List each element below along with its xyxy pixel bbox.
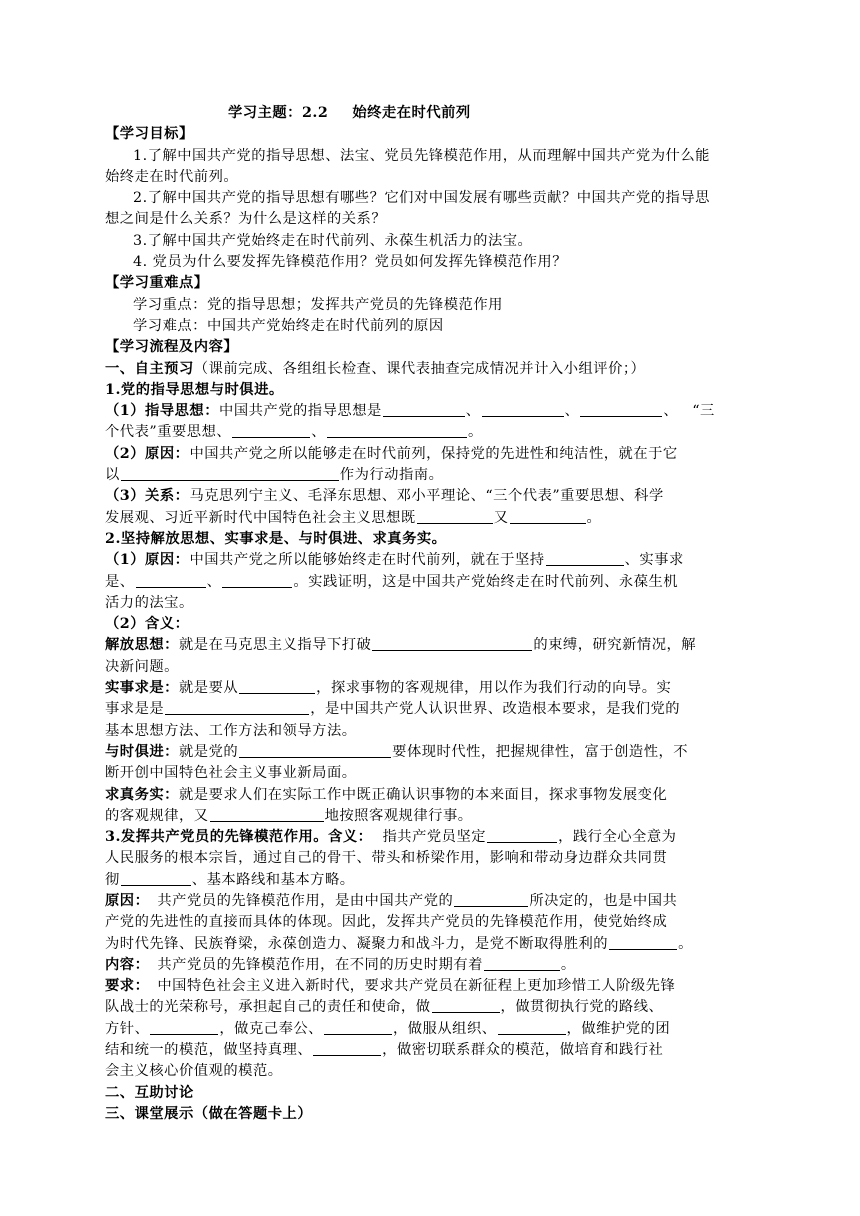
reason-line-2: 产党的先进性的直接而具体的体现。因此，发挥共产党员的先锋模范作用，使党始终成 xyxy=(105,914,668,931)
goal-item-1-line-2: 始终走在时代前列。 xyxy=(105,168,239,185)
yushi-line-2: 断开创中国特色社会主义事业新局面。 xyxy=(105,765,357,782)
worksheet-page xyxy=(105,103,755,1125)
point-2a-line-3: 活力的法宝。 xyxy=(105,594,194,611)
fill-blank[interactable] xyxy=(498,1020,566,1035)
requirement-line-5: 会主义核心价值观的模范。 xyxy=(105,1063,283,1080)
section-2-title: 二、互助讨论 xyxy=(105,1084,194,1101)
fill-blank[interactable] xyxy=(546,551,624,566)
point-3-line-2: 人民服务的根本宗旨，通过自己的骨干、带头和桥梁作用，影响和带动身边群众共同贯 xyxy=(105,850,668,867)
qiuzhen-line-1: 求真务实：就是要求人们在实际工作中既正确认识事物的本来面目，探求事物发展变化 xyxy=(105,786,668,803)
fill-blank[interactable] xyxy=(313,1041,381,1056)
point-1a-line-1: （1）指导思想：中国共产党的指导思想是 、 、 、 “三 xyxy=(105,403,715,420)
process-header: 【学习流程及内容】 xyxy=(105,339,239,356)
fill-blank[interactable] xyxy=(609,935,677,950)
section-1-title: 一、自主预习（课前完成、各组组长检查、课代表抽查完成情况并计入小组评价；） xyxy=(105,360,646,377)
content-line: 内容： 共产党员的先锋模范作用，在不同的历史时期有着 。 xyxy=(105,956,576,973)
point-2b-title: （2）含义： xyxy=(105,616,190,633)
fill-blank[interactable] xyxy=(222,573,292,588)
fill-blank[interactable] xyxy=(121,871,191,886)
fill-blank[interactable] xyxy=(510,509,586,524)
fill-blank[interactable] xyxy=(239,743,391,758)
jiefang-line-1: 解放思想：就是在马克思主义指导下打破 的束缚，研究新情况，解 xyxy=(105,637,697,654)
fill-blank[interactable] xyxy=(484,956,560,971)
section-3-title: 三、课堂展示（做在答题卡上） xyxy=(105,1105,313,1122)
fill-blank[interactable] xyxy=(487,828,557,843)
goal-item-4: 4. 党员为什么要发挥先锋模范作用？党员如何发挥先锋模范作用？ xyxy=(133,254,567,271)
point-1-title: 1.党的指导思想与时俱进。 xyxy=(105,381,284,398)
goal-item-1-line-1: 1.了解中国共产党的指导思想、法宝、党员先锋模范作用，从而理解中国共产党为什么能 xyxy=(133,147,710,164)
point-3-line-1: 3.发挥共产党员的先锋模范作用。含义： 指共产党员坚定 ，践行全心全意为 xyxy=(105,829,677,846)
reason-line-3: 为时代先锋、民族脊梁，永葆创造力、凝聚力和战斗力，是党不断取得胜利的 。 xyxy=(105,935,693,952)
requirement-line-3: 方针、 ，做克己奉公、 ，做服从组织、 ，做维护党的团 xyxy=(105,1020,671,1037)
point-2a-line-1: （1）原因：中国共产党之所以能够始终走在时代前列，就在于坚持 、实事求 xyxy=(105,552,684,569)
fill-blank[interactable] xyxy=(136,573,206,588)
point-2a-line-2: 是、 、 。实践证明，这是中国共产党始终走在时代前列、永葆生机 xyxy=(105,573,679,590)
point-1a-line-2: 个代表”重要思想、 、 。 xyxy=(105,424,483,441)
point-1c-line-1: （3）关系：马克思列宁主义、毛泽东思想、邓小平理论、“三个代表”重要思想、科学 xyxy=(105,488,664,505)
goal-item-2-line-1: 2.了解中国共产党的指导思想有哪些？它们对中国发展有哪些贡献？中国共产党的指导思 xyxy=(133,190,710,207)
fill-blank[interactable] xyxy=(327,423,467,438)
page-title: 学习主题：2.2 始终走在时代前列 xyxy=(228,105,471,121)
fill-blank[interactable] xyxy=(372,636,532,651)
requirement-line-2: 队战士的光荣称号，承担起自己的责任和使命，做 ，做贯彻执行党的路线、 xyxy=(105,999,664,1016)
fill-blank[interactable] xyxy=(165,700,309,715)
key-points-header: 【学习重难点】 xyxy=(105,275,209,292)
fill-blank[interactable] xyxy=(150,1020,218,1035)
point-1b-line-1: （2）原因：中国共产党之所以能够走在时代前列，保持党的先进性和纯洁性，就在于它 xyxy=(105,445,678,462)
reason-line-1: 原因： 共产党员的先锋模范作用，是由中国共产党的 所决定的，也是中国共 xyxy=(105,892,678,909)
fill-blank[interactable] xyxy=(121,466,339,481)
point-1c-line-2: 发展观、习近平新时代中国特色社会主义思想既 又 。 xyxy=(105,509,602,526)
shishi-line-1: 实事求是：就是要从 ，探求事物的客观规律，用以作为我们行动的向导。实 xyxy=(105,680,672,697)
qiuzhen-line-2: 的客观规律，又 地按照客观规律行事。 xyxy=(105,807,473,824)
requirement-line-4: 结和统一的模范，做坚持真理、 ，做密切联系群众的模范，做培育和践行社 xyxy=(105,1042,664,1059)
shishi-line-2: 事求是是 ，是中国共产党人认识世界、改造根本要求，是我们党的 xyxy=(105,701,681,718)
fill-blank[interactable] xyxy=(232,423,310,438)
point-2-title: 2.坚持解放思想、实事求是、与时俱进、求真务实。 xyxy=(105,530,447,547)
shishi-line-3: 基本思想方法、工作方法和领导方法。 xyxy=(105,722,357,739)
fill-blank[interactable] xyxy=(482,402,564,417)
fill-blank[interactable] xyxy=(454,892,528,907)
fill-blank[interactable] xyxy=(580,402,662,417)
key-focus: 学习重点：党的指导思想；发挥共产党员的先锋模范作用 xyxy=(133,296,503,313)
fill-blank[interactable] xyxy=(239,679,315,694)
requirement-line-1: 要求： 中国特色社会主义进入新时代，要求共产党员在新征程上更加珍惜工人阶级先锋 xyxy=(105,978,676,995)
fill-blank[interactable] xyxy=(383,402,465,417)
yushi-line-1: 与时俱进：就是党的 要体现时代性，把握规律性，富于创造性，不 xyxy=(105,743,689,760)
key-difficulty: 学习难点：中国共产党始终走在时代前列的原因 xyxy=(133,317,444,334)
goals-header: 【学习目标】 xyxy=(105,126,194,143)
fill-blank[interactable] xyxy=(417,509,493,524)
fill-blank[interactable] xyxy=(432,998,500,1013)
goal-item-3: 3.了解中国共产党始终走在时代前列、永葆生机活力的法宝。 xyxy=(133,232,533,249)
jiefang-line-2: 决新问题。 xyxy=(105,658,179,675)
fill-blank[interactable] xyxy=(210,807,324,822)
point-3-line-3: 彻 、基本路线和基本方略。 xyxy=(105,871,355,888)
point-1b-line-2: 以 作为行动指南。 xyxy=(105,467,444,484)
goal-item-2-line-2: 想之间是什么关系？为什么是这样的关系？ xyxy=(105,211,387,228)
fill-blank[interactable] xyxy=(324,1020,392,1035)
